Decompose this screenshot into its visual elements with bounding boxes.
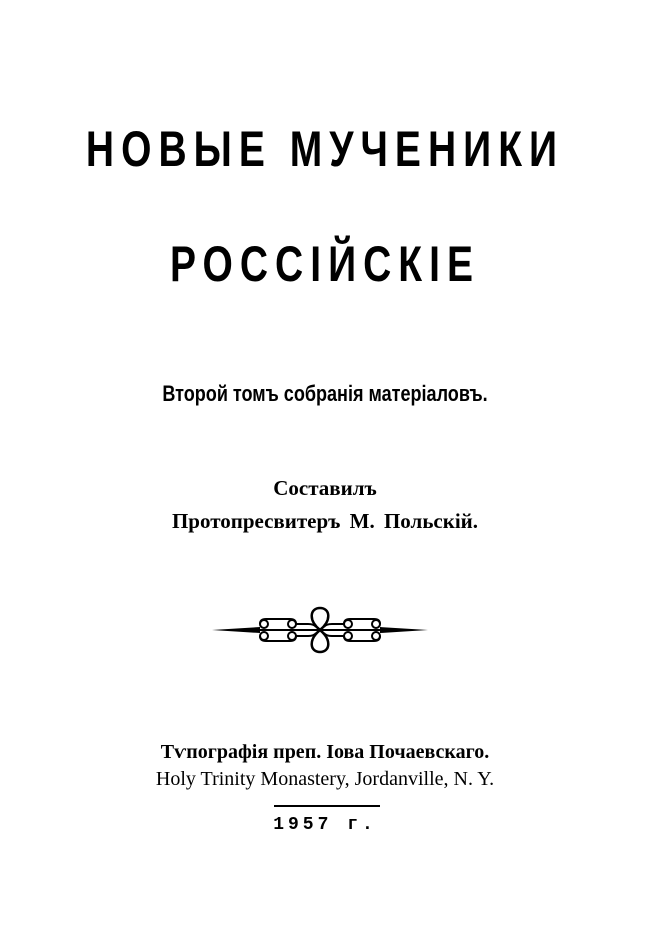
title-line-1: НОВЫЕ МУЧЕНИКИ: [85, 121, 565, 177]
printer-line: Тѵпографія преп. Іова Почаевскаго.: [160, 741, 490, 763]
publication-year: 1957 г.: [273, 815, 377, 835]
compiler-name: Протопресвитеръ М. Польскій.: [171, 509, 479, 533]
monastery-line: Holy Trinity Monastery, Jordanville, N. Y.: [155, 768, 495, 790]
title-line-2: РОССІЙСКІЕ: [169, 236, 481, 292]
divider-rule: [274, 805, 380, 807]
subtitle: Второй томъ собранія матеріаловъ.: [162, 381, 488, 406]
compiled-by-label: Составилъ: [273, 476, 377, 500]
scroll-ornament-icon: [212, 604, 428, 656]
